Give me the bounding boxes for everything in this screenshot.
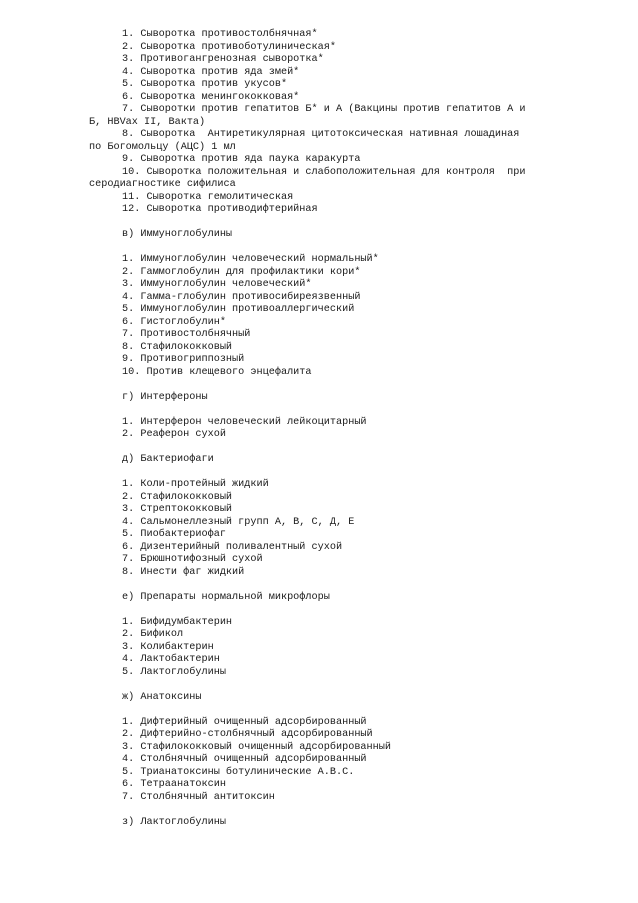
blank-line — [89, 404, 559, 417]
list-item: 4. Лактобактерин — [122, 654, 220, 665]
list-item: 1. Сыворотка противостолбнячная* — [122, 29, 318, 40]
list-item: 1. Бифидумбактерин — [122, 616, 233, 628]
list-item: 8. Сыворотка Антиретикулярная цитотоксическая нативная лошадиная — [122, 129, 520, 140]
list-item: 2. Дифтерийно-столбнячный адсорбированный — [122, 729, 373, 740]
blank-line — [89, 442, 559, 455]
blank-line — [89, 242, 559, 255]
list-item: 2. Бификол — [122, 629, 184, 640]
section-heading: з) Лактоглобулины — [122, 816, 226, 828]
list-item: 7. Сыворотки против гепатитов Б* и А (Вакцины против гепатитов А и — [122, 104, 526, 115]
section-heading: в) Иммуноглобулины — [122, 229, 233, 240]
list-item: 6. Гистоглобулин* — [122, 316, 226, 328]
list-item: 9. Сыворотка против яда паука каракурта — [122, 154, 361, 165]
list-item: 1. Коли-протейный жидкий — [122, 479, 269, 490]
section-heading: г) Интерфероны — [122, 391, 208, 403]
list-item: 5. Трианатоксины ботулинические А.В.С. — [122, 766, 355, 778]
list-item: 5. Лактоглобулины — [122, 666, 226, 678]
list-item: 5. Пиобактериофаг — [122, 529, 226, 540]
list-item: 6. Сыворотка менингококковая* — [122, 91, 300, 103]
list-item: 2. Гаммоглобулин для профилактики кори* — [122, 266, 361, 278]
blank-line — [89, 704, 559, 717]
list-item-continuation: по Богомольцу (АЦС) 1 мл — [89, 141, 236, 153]
blank-line — [89, 217, 559, 230]
list-item: 3. Стрептококковый — [122, 504, 233, 515]
blank-line — [89, 579, 559, 592]
blank-line — [89, 604, 559, 617]
list-item: 12. Сыворотка противодифтерийная — [122, 204, 318, 215]
list-item: 10. Сыворотка положительная и слабоположительная для контроля при — [122, 166, 526, 178]
list-item: 11. Сыворотка гемолитическая — [122, 191, 294, 203]
blank-line — [89, 467, 559, 480]
list-item: 10. Против клещевого энцефалита — [122, 366, 312, 378]
list-item: 7. Противостолбнячный — [122, 329, 251, 340]
list-item: 6. Дизентерийный поливалентный сухой — [122, 541, 343, 553]
list-item: 3. Стафилококковый очищенный адсорбированный — [122, 741, 391, 753]
list-item: 3. Противогангренозная сыворотка* — [122, 54, 324, 65]
sections — [89, 217, 559, 830]
list-item: 1. Дифтерийный очищенный адсорбированный — [122, 716, 367, 728]
list-item: 8. Инести фаг жидкий — [122, 566, 245, 578]
list-item: 3. Иммуноглобулин человеческий* — [122, 279, 312, 290]
list-item: 4. Сальмонеллезный групп А, В, С, Д, Е — [122, 516, 355, 528]
list-item: 1. Интерферон человеческий лейкоцитарный — [122, 416, 367, 428]
list-item: 5. Иммуноглобулин противоаллергический — [122, 304, 355, 315]
section-heading: е) Препараты нормальной микрофлоры — [122, 591, 330, 603]
list-item: 1. Иммуноглобулин человеческий нормальный* — [122, 254, 379, 265]
list-item: 4. Сыворотка против яда змей* — [122, 66, 300, 78]
list-item-continuation: Б, HBVax II, Вакта) — [89, 116, 206, 128]
blank-line — [89, 804, 559, 817]
list-item: 8. Стафилококковый — [122, 341, 233, 353]
list-item: 3. Колибактерин — [122, 641, 214, 653]
blank-line — [89, 679, 559, 692]
list-item: 9. Противогриппозный — [122, 354, 245, 365]
list-item: 4. Столбнячный очищенный адсорбированный — [122, 754, 367, 765]
list-item: 7. Столбнячный антитоксин — [122, 791, 275, 803]
list-item-continuation: серодиагностике сифилиса — [89, 179, 236, 190]
list-item: 2. Реаферон сухой — [122, 429, 226, 440]
list-item: 2. Стафилококковый — [122, 491, 233, 503]
section-heading: ж) Анатоксины — [122, 691, 202, 703]
list-item: 5. Сыворотка против укусов* — [122, 79, 288, 90]
blank-line — [89, 379, 559, 392]
document-page — [89, 29, 559, 829]
list-item: 2. Сыворотка противоботулиническая* — [122, 41, 336, 53]
list-item: 4. Гамма-глобулин противосибиреязвенный — [122, 291, 361, 303]
section-heading: д) Бактериофаги — [122, 454, 214, 465]
list-item: 6. Тетраанатоксин — [122, 779, 226, 790]
list-item: 7. Брюшнотифозный сухой — [122, 554, 263, 565]
serum-list — [89, 29, 559, 217]
